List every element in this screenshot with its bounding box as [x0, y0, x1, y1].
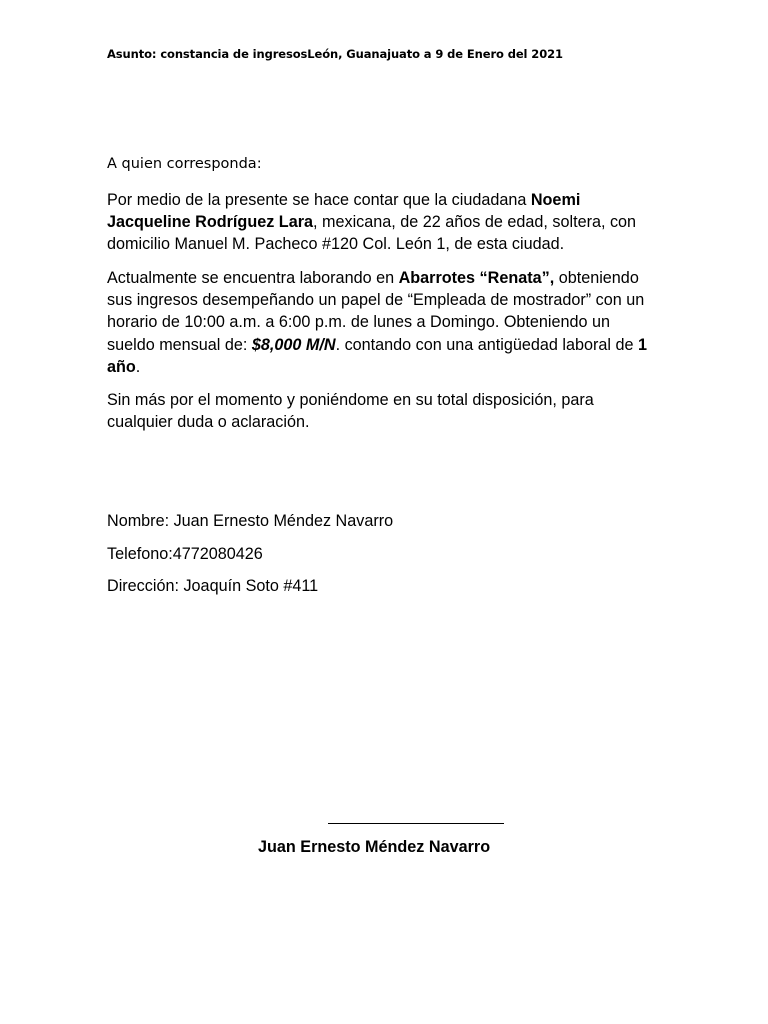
employment-details-text: obteniendo sus ingresos desempeñando un papel de “Empleada de mostrador” con un horario de 10:00 a.m. a 6:00 p.m. de lunes a Domingo. Obteniendo un sueldo mensual de:: [107, 269, 645, 354]
seniority-value: 1 año: [107, 335, 648, 376]
employee-name: Noemi Jacqueline Rodríguez Lara: [107, 191, 581, 232]
contact-name: Nombre: Juan Ernesto Méndez Navarro: [107, 512, 394, 530]
employer-name: Abarrotes “Renata”,: [398, 269, 555, 287]
seniority-intro-text: . contando con una antigüedad laboral de: [335, 335, 638, 354]
signature-line: [328, 823, 504, 824]
salary-amount: $8,000 M/N: [251, 335, 336, 354]
paragraph-certification: [107, 189, 647, 256]
contact-phone: Telefono:4772080426: [107, 545, 263, 563]
paragraph-end-period: .: [135, 357, 141, 376]
paragraph-employment: [107, 267, 647, 378]
employment-intro-text: Actualmente se encuentra laborando en: [107, 269, 399, 287]
paragraph-intro-text: Por medio de la presente se hace contar que la ciudadana: [107, 191, 531, 209]
contact-address: Dirección: Joaquín Soto #411: [107, 577, 319, 595]
salutation: A quien corresponda:: [107, 156, 262, 172]
employee-details-text: , mexicana, de 22 años de edad, soltera, con domicilio Manuel M. Pacheco #120 Col. León 1, de esta ciudad.: [107, 213, 637, 254]
paragraph-closing: Sin más por el momento y poniéndome en su total disposición, para cualquier duda o aclaración.: [107, 391, 594, 432]
subject-line: Asunto: constancia de ingresosLeón, Guanajuato a 9 de Enero del 2021: [107, 47, 563, 61]
signature-name: Juan Ernesto Méndez Navarro: [258, 838, 491, 856]
